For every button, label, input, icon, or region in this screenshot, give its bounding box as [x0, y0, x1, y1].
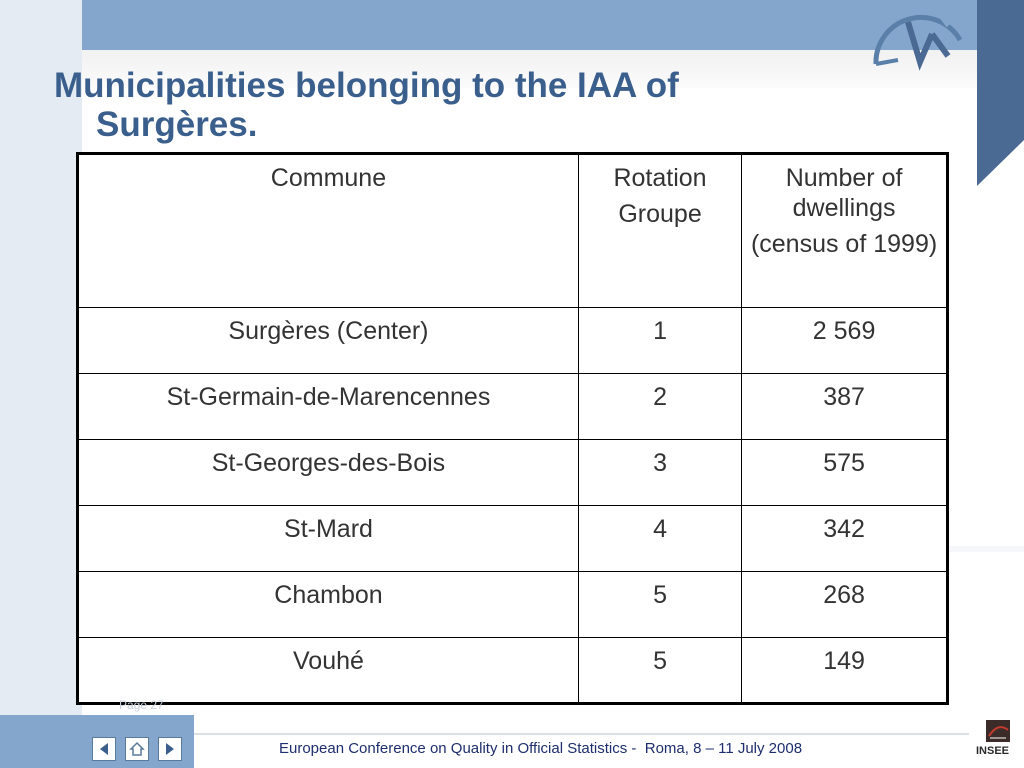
slide-title: [54, 66, 814, 144]
conference-logo-icon: [868, 4, 968, 72]
cell-commune: Vouhé: [78, 638, 579, 704]
arrow-right-icon: [164, 742, 176, 756]
previous-slide-button[interactable]: [92, 737, 116, 761]
cell-commune: St-Germain-de-Marencennes: [78, 374, 579, 440]
header-commune-label: Commune: [270, 164, 387, 192]
slide-title-line2: Surgères.: [96, 105, 258, 144]
footer-divider: [194, 733, 969, 735]
footer-conference-text: European Conference on Quality in Official Statistics - Roma, 8 – 11 July 2008: [279, 740, 803, 757]
cell-group: 5: [578, 572, 741, 638]
top-header-bar: [82, 0, 977, 50]
table-row: [78, 506, 948, 572]
home-button[interactable]: [125, 737, 149, 761]
arrow-left-icon: [98, 742, 110, 756]
header-census-label: (census of 1999): [750, 230, 938, 258]
cell-dwellings: 149: [742, 638, 948, 704]
right-corner-decoration: [977, 0, 1024, 186]
table-row: [78, 572, 948, 638]
cell-commune: Chambon: [78, 572, 579, 638]
slide-title-line1: Municipalities belonging to the IAA of: [54, 66, 679, 105]
header-commune: [78, 154, 579, 308]
cell-dwellings: 575: [742, 440, 948, 506]
cell-group: 5: [578, 638, 741, 704]
home-icon: [129, 741, 145, 757]
cell-group: 2: [578, 374, 741, 440]
municipalities-table: [76, 152, 949, 705]
header-dwellings: [742, 154, 948, 308]
cell-group: 3: [578, 440, 741, 506]
table-header-row: [78, 154, 948, 308]
header-dwellings-label: Number of dwellings: [785, 164, 903, 222]
cell-group: 1: [578, 308, 741, 374]
cell-dwellings: 268: [742, 572, 948, 638]
table-row: [78, 638, 948, 704]
header-rotation-label: Rotation: [613, 164, 707, 192]
cell-group: 4: [578, 506, 741, 572]
cell-commune: Surgères (Center): [78, 308, 579, 374]
table-row: [78, 374, 948, 440]
table-row: [78, 440, 948, 506]
cell-dwellings: 342: [742, 506, 948, 572]
next-slide-button[interactable]: [158, 737, 182, 761]
page-number: Page 27: [119, 698, 164, 712]
cell-dwellings: 2 569: [742, 308, 948, 374]
table-row: [78, 308, 948, 374]
header-groupe-label: Groupe: [618, 200, 702, 228]
cell-commune: St-Mard: [78, 506, 579, 572]
insee-logo-text: INSEE: [976, 745, 1010, 757]
header-rotation-group: [578, 154, 741, 308]
cell-dwellings: 387: [742, 374, 948, 440]
cell-commune: St-Georges-des-Bois: [78, 440, 579, 506]
